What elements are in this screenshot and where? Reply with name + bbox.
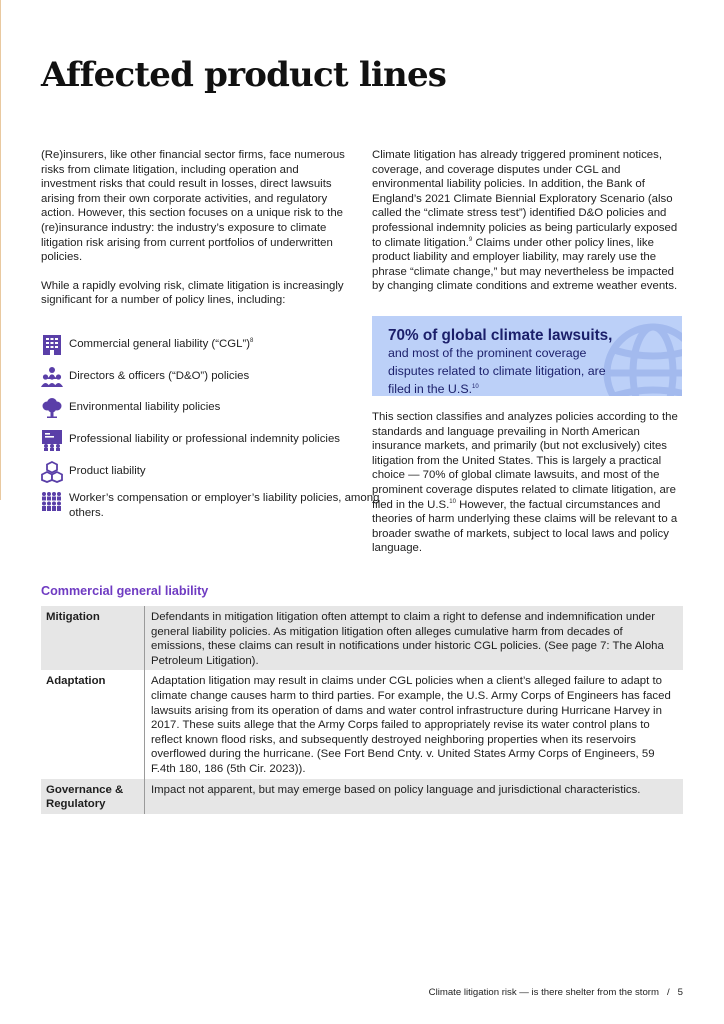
right-paragraph-2: This section classifies and analyzes policies according to the standards and language prevailing in North American insurance markets, and primarily (but not exclusively) cites litigation from the United States. This is largely a practical choice — 70% of global climate lawsuits, and most of the prominent coverage disputes related to climate litigation, are filed in the U.S.$^{10}$ However, the factual circumstances and theories of harm underlying these claims will be relevant to a broader swathe of markets, subject to local laws and policy language.: [372, 411, 678, 555]
boxes-icon: [41, 461, 63, 483]
table-row: [41, 670, 683, 778]
product-line-label: Environmental liability policies: [69, 401, 221, 413]
row-category: Governance & Regulatory: [41, 779, 145, 814]
footer-publication-title: Climate litigation risk — is there shelter from the storm: [428, 987, 659, 998]
footer-separator: /: [666, 987, 670, 998]
intro-paragraph: (Re)insurers, like other financial sector firms, face numerous risks from climate litigation, including operation and investment risks that could result in losses, direct lawsuits arising from their own corporate activities, and regulatory action. However, this section focuses on a unique risk to the (re)insurance industry: the industry’s exposure to climate litigation risk arising from current portfolios of underwritten policies.: [41, 149, 345, 264]
list-item: [41, 334, 381, 352]
list-item: [41, 366, 381, 384]
tree-icon: [41, 397, 63, 419]
page-title: Affected product lines: [41, 55, 447, 95]
footnote-ref: 10: [472, 384, 479, 390]
left-column: [41, 148, 380, 519]
page-edge-line: [0, 0, 1, 500]
lines-intro-paragraph: While a rapidly evolving risk, climate litigation is increasingly significant for a number of policy lines, including:: [41, 279, 344, 307]
right-column: [372, 148, 684, 294]
row-description: Impact not apparent, but may emerge based on policy language and jurisdictional characteristics.: [145, 779, 684, 814]
list-item: [41, 491, 381, 520]
table-row: [41, 779, 683, 814]
right-paragraph-1: Climate litigation has already triggered prominent notices, coverage, and coverage disputes under CGL and environmental liability policies. In addition, the Bank of England’s 2021 Climate Biennial Exploratory Scenario (also called the “climate stress test”) identified D&O policies and professional indemnity policies as being particularly exposed to climate litigation.$^9$ Claims under other policy lines, like product liability and employer liability, may rarely use the phrase “climate change,” but may nevertheless be impacted by changing climate conditions and extreme weather events.: [372, 149, 678, 293]
page-number: 5: [677, 987, 683, 998]
product-line-label: Professional liability or professional indemnity policies: [69, 433, 340, 445]
callout-body: and most of the prominent coverage disputes related to climate litigation, are filed in the U.S.$^{10}$: [388, 346, 606, 396]
page-footer: [429, 987, 683, 998]
row-description: Adaptation litigation may result in claims under CGL policies when a client’s alleged failure to adapt to climate change causes harm to third parties. For example, the U.S. Army Corps of Engineers has faced lawsuits arising from its operation of dams and water control infrastructure during Hurricane Harvey in 2017. These suits allege that the Army Corps failed to appropriately revise its water control plans to reflect known flood risks, and subsequently destroyed neighboring properties when its reservoirs overflowed during the hurricane. (See Fort Bend Cnty. v. United States Army Corps of Engineers, 59 F.4th 180, 186 (5th Cir. 2023)).: [151, 675, 671, 775]
row-category: Adaptation: [41, 670, 145, 778]
building-icon: [41, 334, 63, 356]
people-group-icon: [41, 366, 63, 388]
footnote-ref: 9: [468, 236, 473, 243]
product-line-label: Directors & officers (“D&O”) policies: [69, 370, 250, 382]
list-item: [41, 461, 381, 479]
workers-icon: [41, 491, 63, 513]
product-line-label: Worker’s compensation or employer’s liability policies, among others.: [69, 492, 380, 519]
callout-headline: 70% of global climate lawsuits,: [388, 327, 613, 344]
list-item: [41, 397, 381, 415]
footnote-ref: 10: [449, 498, 456, 505]
cgl-impact-table: [41, 606, 683, 814]
list-item: [41, 429, 381, 447]
product-line-label: Product liability: [69, 465, 146, 477]
footnote-ref: 8: [250, 338, 254, 344]
cgl-section-heading: Commercial general liability: [41, 584, 209, 598]
presentation-icon: [41, 429, 63, 451]
statistic-callout: [372, 316, 682, 396]
row-category: Mitigation: [41, 606, 145, 670]
product-line-label: Commercial general liability (“CGL”)$^8$: [69, 338, 254, 350]
table-row: [41, 606, 683, 670]
row-description: Defendants in mitigation litigation often attempt to claim a right to defense and indemnification under general liability policies. As mitigation litigation often alleges cumulative harm from decades of emissions, these claims can result in notifications under historic CGL policies. (See page 7: The Aloha Petroleum Litigation).: [145, 606, 684, 670]
right-column-lower: [372, 410, 684, 556]
